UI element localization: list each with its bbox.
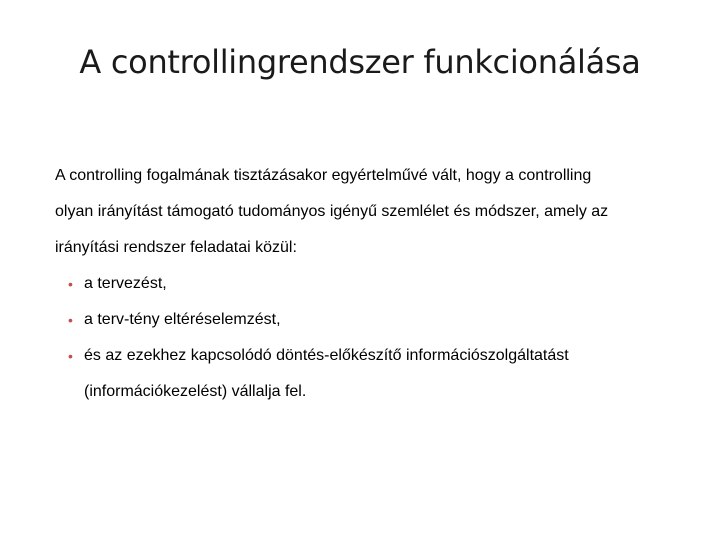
bullet-icon: • [68,276,73,292]
bullet-text: a terv-tény eltéréselemzést, [84,311,281,328]
intro-paragraph [55,158,695,266]
bullet-text: és az ezekhez kapcsolódó döntés-előkészítő információszolgáltatást [84,347,569,364]
bullet-icon: • [68,348,73,364]
intro-line: olyan irányítást támogató tudományos igényű szemlélet és módszer, amely az [55,203,609,220]
slide-title: A controllingrendszer funkcionálása [79,43,641,81]
bullet-list [55,266,695,410]
bullet-text-continuation: (információkezelést) vállalja fel. [84,383,307,400]
bullet-text: a tervezést, [84,275,167,292]
bullet-item [55,302,695,338]
intro-line: A controlling fogalmának tisztázásakor egyértelművé vált, hogy a controlling [55,167,592,184]
bullet-icon: • [68,312,73,328]
intro-line: irányítási rendszer feladatai közül: [55,239,297,256]
slide-body [55,158,695,410]
bullet-item [55,266,695,302]
bullet-item [55,338,695,410]
